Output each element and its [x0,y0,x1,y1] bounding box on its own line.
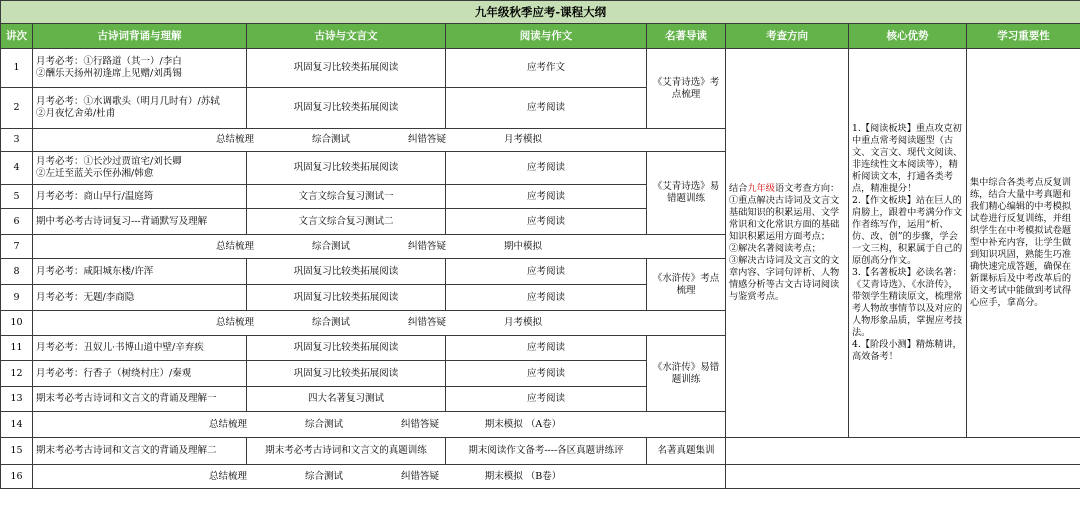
table-row [1,465,1080,489]
reading-cell: 应考阅读 [446,185,647,209]
classics-cell: 《水浒传》考点梳理 [647,259,726,311]
summary-qa: 纠错答疑 [400,470,439,482]
table-row [1,438,1080,465]
classics-cell: 名著真题集训 [647,438,726,465]
summary-review: 总结梳理 [215,317,254,328]
session-number: 11 [1,336,33,361]
advantage-point-2: 2.【作文板块】站在巨人的肩膀上，跟着中考满分作文作者练写作，运用“析、仿、改、创”的步骤，学会一文三构，积累属于自己的原创高分作文。 [852,195,963,266]
poem-cell: 月考必考：行香子（树绕村庄）/秦观 [33,361,247,387]
session-number: 12 [1,361,33,387]
reading-cell: 应考作文 [446,49,647,88]
poem-cell: 月考必考：无题/李商隐 [33,285,247,311]
direction-intro-highlight: 九年级 [747,183,775,194]
poem-cell: 月考必考：商山早行/温庭筠 [33,185,247,209]
session-number: 7 [1,235,33,259]
summary-test: 综合测试 [304,470,343,482]
header-session: 讲次 [1,24,33,49]
session-number: 13 [1,387,33,412]
header-classical: 古诗与文言文 [247,24,446,49]
summary-review: 总结梳理 [208,470,247,482]
classical-cell: 巩固复习比较类拓展阅读 [247,361,446,387]
advantage-point-3: 3.【名著板块】必读名著：《艾青诗选》、《水浒传》，带领学生精读原文，梳理常考人物故事情节以及对应的人物形象品质，掌握应考技法。 [852,267,963,338]
classical-cell: 巩固复习比较类拓展阅读 [247,336,446,361]
reading-cell: 应考阅读 [446,336,647,361]
poem-cell: 期中考必考古诗词复习---背诵默写及理解 [33,209,247,235]
poem-text: 月考必考：①行路道（其一）/李白 ②酬乐天扬州初逢席上见赠/刘禹锡 [36,56,182,79]
summary-mock: 期末模拟 （A卷） [484,418,562,430]
direction-intro-a: 结合 [729,183,748,194]
summary-cell [33,311,726,336]
summary-cell [33,412,726,438]
summary-cell [33,465,726,489]
summary-test: 综合测试 [311,134,350,145]
reading-cell: 应考阅读 [446,88,647,129]
poem-text: 月考必考：①长沙过贾谊宅/刘长卿 ②左迁至蓝关示侄孙湘/韩愈 [36,156,182,179]
summary-review: 总结梳理 [215,134,254,145]
direction-point-1: ①重点解决古诗词及文言文基础知识的积累运用、文学常识和文化常识方面的基础知识积累运用方面考点； [729,195,840,242]
session-number: 4 [1,152,33,185]
classical-cell: 期末考必考古诗词和文言文的真题训练 [247,438,446,465]
summary-qa: 纠错答疑 [400,418,439,430]
reading-cell: 应考阅读 [446,259,647,285]
session-number: 14 [1,412,33,438]
importance-cell: 集中综合各类考点反复训练，结合大量中考真题和我们精心编辑的中考模拟试卷进行反复训练，并组织学生在中考模拟试卷题型中补充内容，让学生做到知识巩固，熟能生巧准确快速完成答题，确保在新课标后及中考改革后的语文考试中能做到考试得心应手，拿高分。 [967,49,1080,438]
header-classics-guide: 名著导读 [647,24,726,49]
reading-cell: 应考阅读 [446,209,647,235]
summary-review: 总结梳理 [208,418,247,430]
reading-cell: 应考阅读 [446,361,647,387]
classical-cell: 巩固复习比较类拓展阅读 [247,88,446,129]
direction-intro [729,183,839,194]
poem-cell: 月考必考：丑奴儿·书博山道中壁/辛弃疾 [33,336,247,361]
exam-direction-cell [726,49,849,438]
reading-cell: 应考阅读 [446,152,647,185]
session-number: 9 [1,285,33,311]
direction-intro-b: 语文考查方向： [774,183,840,194]
summary-test: 综合测试 [311,240,350,252]
session-number: 6 [1,209,33,235]
reading-cell: 应考阅读 [446,285,647,311]
page-title: 九年级秋季应考-课程大纲 [1,1,1080,24]
header-poem-recitation: 古诗词背诵与理解 [33,24,247,49]
advantage-point-4: 4.【阶段小测】精炼精讲，高效备考！ [852,339,962,362]
classical-cell: 巩固复习比较类拓展阅读 [247,259,446,285]
advantage-point-1: 1.【阅读板块】重点攻克初中重点常考阅读题型（古文、文言文、现代文阅读、非连续性文本阅读等），精析阅读文本，打通各类考点，精准提分！ [852,123,963,194]
header-reading-writing: 阅读与作文 [446,24,647,49]
poem-cell: 期末考必考古诗词和文言文的背诵及理解一 [33,387,247,412]
empty-cell [726,438,1080,465]
classical-cell: 文言文综合复习测试一 [247,185,446,209]
summary-cell [33,129,726,152]
session-number: 8 [1,259,33,285]
summary-qa: 纠错答疑 [407,317,446,328]
summary-mock: 期末模拟 （B卷） [484,470,562,482]
summary-test: 综合测试 [311,317,350,328]
core-advantage-cell [849,49,967,438]
session-number: 15 [1,438,33,465]
header-core-advantage: 核心优势 [849,24,967,49]
header-importance: 学习重要性 [967,24,1080,49]
classics-cell: 《艾青诗选》易错题训练 [647,152,726,235]
summary-test: 综合测试 [304,418,343,430]
summary-qa: 纠错答疑 [407,134,446,145]
summary-mock: 月考模拟 [503,317,542,328]
poem-cell [33,152,247,185]
poem-cell [33,49,247,88]
poem-cell: 月考必考：咸阳城东楼/许浑 [33,259,247,285]
session-number: 10 [1,311,33,336]
poem-cell [33,88,247,129]
table-row [1,49,1080,88]
poem-text: 月考必考：①水调歌头（明月几时有）/苏轼 ②月夜忆舍弟/杜甫 [36,96,220,119]
classical-cell: 巩固复习比较类拓展阅读 [247,49,446,88]
session-number: 2 [1,88,33,129]
header-exam-direction: 考查方向 [726,24,849,49]
session-number: 5 [1,185,33,209]
summary-qa: 纠错答疑 [407,240,446,252]
summary-cell [33,235,726,259]
classical-cell: 文言文综合复习测试二 [247,209,446,235]
poem-cell: 期末考必考古诗词和文言文的背诵及理解二 [33,438,247,465]
classics-cell: 《艾青诗选》考点梳理 [647,49,726,129]
summary-mock: 月考模拟 [503,134,542,145]
summary-review: 总结梳理 [215,240,254,252]
session-number: 3 [1,129,33,152]
classics-cell: 《水浒传》易错题训练 [647,336,726,412]
summary-mock: 期中模拟 [503,240,542,252]
reading-cell: 期末阅读作文备考----各区真题讲练评 [446,438,647,465]
classical-cell: 四大名著复习测试 [247,387,446,412]
session-number: 16 [1,465,33,489]
reading-cell: 应考阅读 [446,387,647,412]
classical-cell: 巩固复习比较类拓展阅读 [247,152,446,185]
classical-cell: 巩固复习比较类拓展阅读 [247,285,446,311]
empty-cell [726,465,1080,489]
session-number: 1 [1,49,33,88]
direction-point-2: ②解决名著阅读考点； [729,243,821,254]
direction-point-3: ③解决古诗词及文言文的文章内容、字词句评析、人物情感分析等古文古诗词阅读与鉴赏考点。 [729,255,840,302]
